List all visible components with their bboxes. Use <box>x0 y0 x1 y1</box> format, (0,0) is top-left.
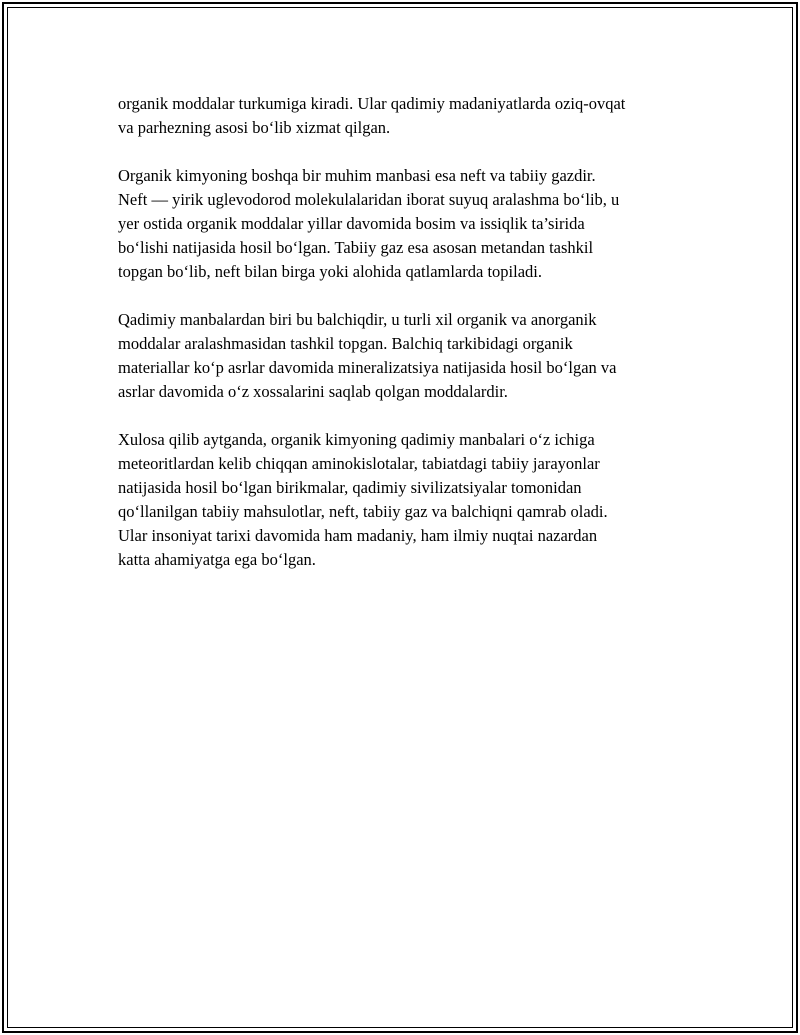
text-line: asrlar davomida o‘z xossalarini saqlab qolgan moddalardir. <box>118 382 508 401</box>
paragraph-food-intro <box>118 92 698 140</box>
text-line: topgan bo‘lib, neft bilan birga yoki alohida qatlamlarda topiladi. <box>118 262 543 281</box>
text-line: organik moddalar turkumiga kiradi. Ular qadimiy madaniyatlarda oziq-ovqat <box>118 94 626 113</box>
text-line: yer ostida organik moddalar yillar davomida bosim va issiqlik ta’sirida <box>118 214 585 233</box>
paragraph-mud <box>118 308 698 404</box>
text-line: qo‘llanilgan tabiiy mahsulotlar, neft, tabiiy gaz va balchiqni qamrab oladi. <box>118 502 608 521</box>
text-line: materiallar ko‘p asrlar davomida mineralizatsiya natijasida hosil bo‘lgan va <box>118 358 617 377</box>
text-line: Organik kimyoning boshqa bir muhim manbasi esa neft va tabiiy gazdir. <box>118 166 596 185</box>
text-line: Ular insoniyat tarixi davomida ham madaniy, ham ilmiy nuqtai nazardan <box>118 526 598 545</box>
text-line: Qadimiy manbalardan biri bu balchiqdir, u turli xil organik va anorganik <box>118 310 597 329</box>
text-line: natijasida hosil bo‘lgan birikmalar, qadimiy sivilizatsiyalar tomonidan <box>118 478 582 497</box>
document-body <box>118 92 698 596</box>
text-line: moddalar aralashmasidan tashkil topgan. Balchiq tarkibidagi organik <box>118 334 573 353</box>
text-line: Xulosa qilib aytganda, organik kimyoning qadimiy manbalari o‘z ichiga <box>118 430 595 449</box>
text-line: Neft — yirik uglevodorod molekulalaridan iborat suyuq aralashma bo‘lib, u <box>118 190 620 209</box>
text-line: va parhezning asosi bo‘lib xizmat qilgan. <box>118 118 391 137</box>
paragraph-oil-gas <box>118 164 698 284</box>
text-line: bo‘lishi natijasida hosil bo‘lgan. Tabiiy gaz esa asosan metandan tashkil <box>118 238 594 257</box>
text-line: meteoritlardan kelib chiqqan aminokislotalar, tabiatdagi tabiiy jarayonlar <box>118 454 600 473</box>
paragraph-conclusion <box>118 428 698 572</box>
text-line: katta ahamiyatga ega bo‘lgan. <box>118 550 316 569</box>
